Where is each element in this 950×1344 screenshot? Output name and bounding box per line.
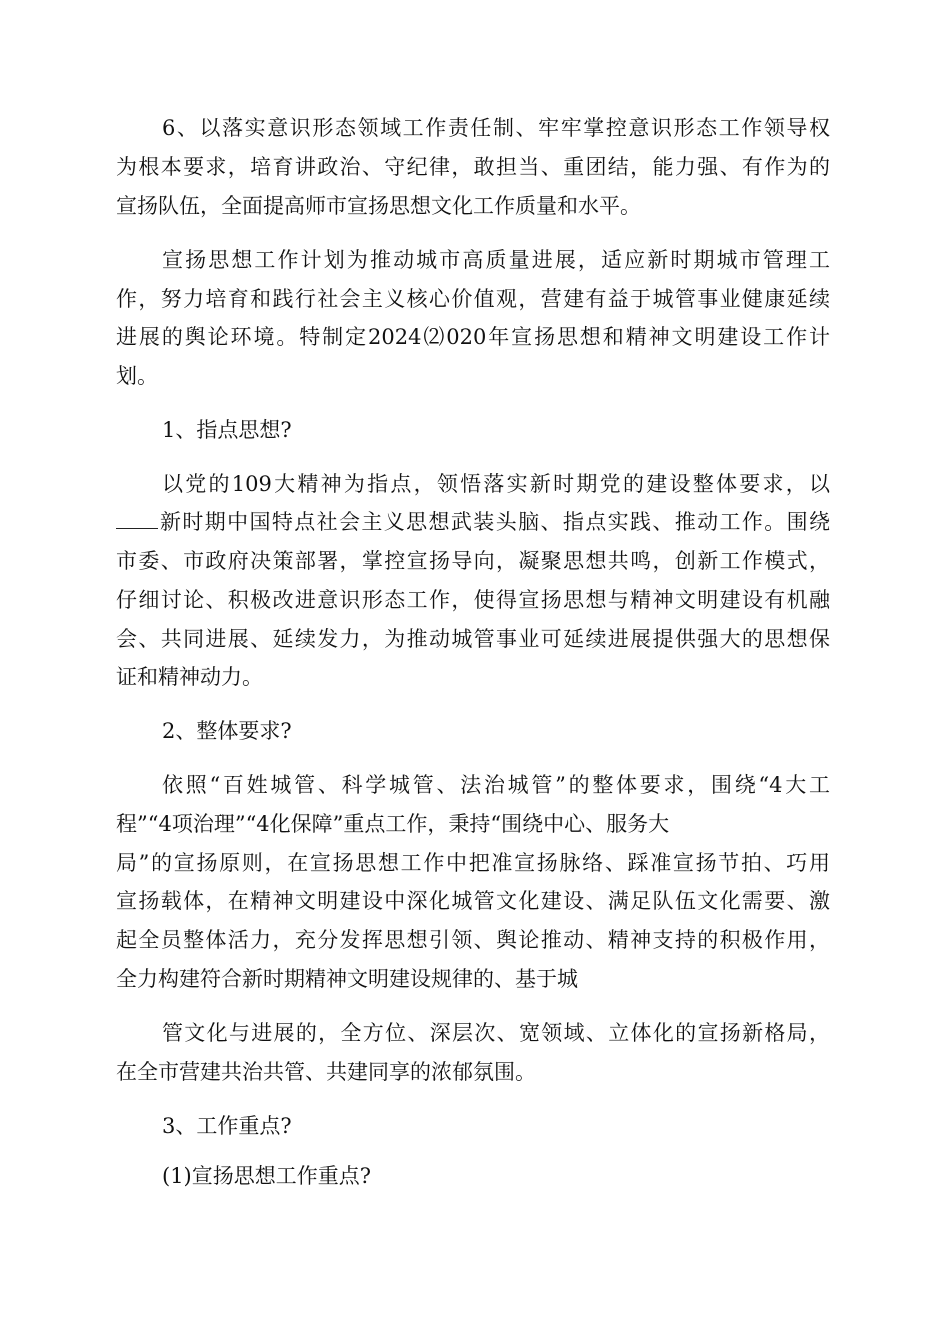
section-heading: 3、工作重点?	[162, 1114, 292, 1138]
paragraph-line: 在全市营建共治共管、共建同享的浓郁氛围。	[116, 1060, 536, 1084]
section-heading: 1、指点思想?	[162, 418, 292, 442]
paragraph-line: 管文化与进展的，全方位、深层次、宽领域、立体化的宣扬新格局，	[162, 1021, 830, 1045]
fill-in-blank	[116, 508, 158, 529]
subsection-heading: (1)宣扬思想工作重点?	[162, 1164, 372, 1188]
paragraph-line: 会、共同进展、延续发力，为推动城管事业可延续进展提供强大的思想保	[116, 627, 830, 651]
paragraph-line: 6、以落实意识形态领域工作责任制、牢牢掌控意识形态工作领导权	[162, 116, 830, 140]
paragraph-line: 仔细讨论、积极改进意识形态工作，使得宣扬思想与精神文明建设有机融	[116, 588, 830, 612]
paragraph-line: 作，努力培育和践行社会主义核心价值观，营建有益于城管事业健康延续	[116, 287, 830, 311]
paragraph-line: 程”“4项治理”“4化保障”重点工作，秉持“围绕中心、服务大	[116, 812, 670, 836]
paragraph-line: 以党的109大精神为指点，领悟落实新时期党的建设整体要求，以	[162, 472, 830, 496]
paragraph-line: 依照“百姓城管、科学城管、法治城管”的整体要求，围绕“4大工	[162, 773, 830, 797]
paragraph-line: 进展的舆论环境。特制定2024⑵020年宣扬思想和精神文明建设工作计	[116, 325, 830, 349]
paragraph-line: 宣扬载体，在精神文明建设中深化城管文化建设、满足队伍文化需要、激	[116, 889, 830, 913]
paragraph-line: 为根本要求，培育讲政治、守纪律，敢担当、重团结，能力强、有作为的	[116, 155, 830, 179]
paragraph-line: 宣扬队伍，全面提高师市宣扬思想文化工作质量和水平。	[116, 194, 641, 218]
paragraph-line: 宣扬思想工作计划为推动城市高质量进展，适应新时期城市管理工	[162, 248, 830, 272]
paragraph-line: 全力构建符合新时期精神文明建设规律的、基于城	[116, 967, 578, 991]
paragraph-line: 划。	[116, 364, 158, 388]
paragraph-line: 市委、市政府决策部署，掌控宣扬导向，凝聚思想共鸣，创新工作模式，	[116, 549, 830, 573]
paragraph-line: 证和精神动力。	[116, 665, 263, 689]
paragraph-line: 起全员整体活力，充分发挥思想引领、舆论推动、精神支持的积极作用，	[116, 928, 830, 952]
paragraph-line: 新时期中国特点社会主义思想武装头脑、指点实践、推动工作。围绕	[160, 510, 830, 534]
paragraph-line: 局”的宣扬原则，在宣扬思想工作中把准宣扬脉络、踩准宣扬节拍、巧用	[116, 851, 830, 875]
section-heading: 2、整体要求?	[162, 719, 292, 743]
paragraph-line-with-blank	[116, 508, 830, 536]
